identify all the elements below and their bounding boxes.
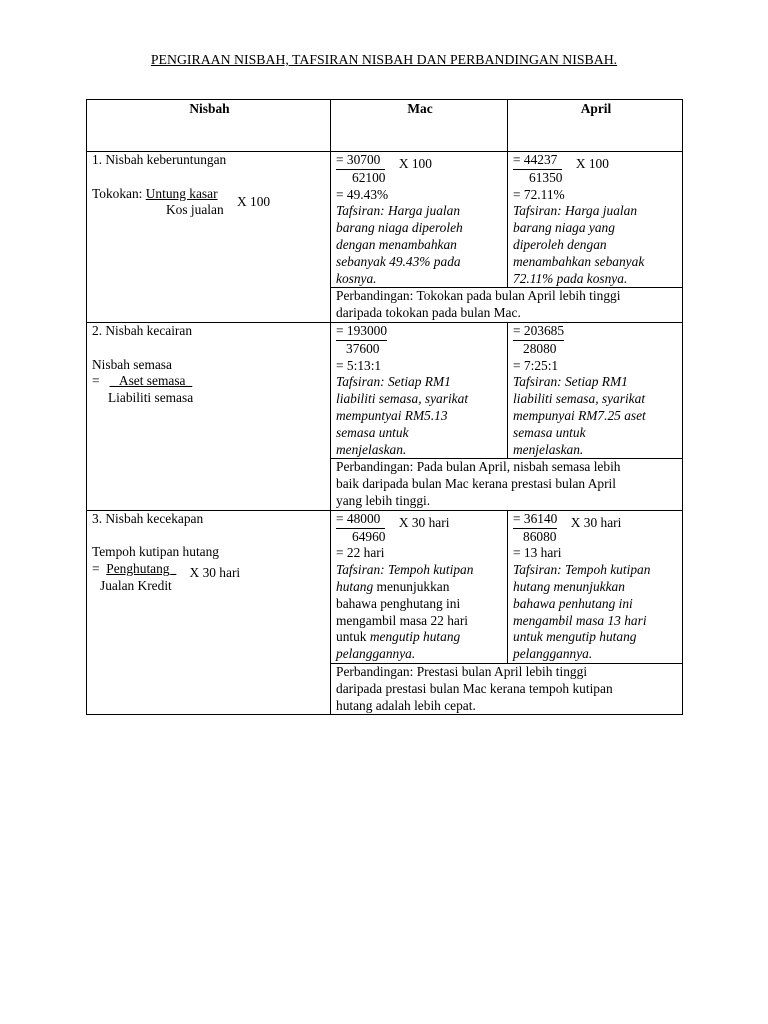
april-result: = 72.11% xyxy=(513,186,565,202)
april-numerator: = 36140 xyxy=(513,511,557,529)
ratio-cell-kecairan xyxy=(87,323,331,511)
april-calc xyxy=(513,323,679,358)
april-interp-5: menjelaskan. xyxy=(513,441,584,457)
april-interp-3: diperoleh dengan xyxy=(513,236,607,252)
formula-label: Tokokan: xyxy=(92,185,143,201)
mac-interp-2: hutang menunjukkan xyxy=(336,578,450,594)
april-interp-3: bahawa penhutang ini xyxy=(513,595,633,611)
ratio-name: 3. Nisbah kecekapan xyxy=(92,510,204,526)
mac-interp-1: Tafsiran: Setiap RM1 xyxy=(336,374,451,390)
formula-numerator: Untung kasar xyxy=(145,185,218,201)
table-row-kecekapan xyxy=(87,510,683,663)
ratio-cell-kecekapan xyxy=(87,510,331,715)
table-header-row xyxy=(87,100,683,152)
table-row-keberuntungan xyxy=(87,152,683,288)
april-result: = 13 hari xyxy=(513,545,562,561)
mac-denominator: 62100 xyxy=(352,169,386,185)
april-cell-kecairan xyxy=(508,323,683,459)
april-interp-5: untuk mengutip hutang xyxy=(513,629,637,645)
mac-interp-3: bahawa penghutang ini xyxy=(336,595,461,611)
mac-interp-3: dengan menambahkan xyxy=(336,236,457,252)
april-interp-4: mengambil masa 13 hari xyxy=(513,612,647,628)
ratio-name: 1. Nisbah keberuntungan xyxy=(92,152,227,167)
mac-denominator: 37600 xyxy=(346,340,380,356)
april-interp-4: menambahkan sebanyak xyxy=(513,253,645,269)
april-interp-6: pelanggannya. xyxy=(513,646,593,662)
mac-interp-1: Tafsiran: Harga jualan xyxy=(336,203,461,219)
april-calc xyxy=(513,152,679,187)
april-cell-keberuntungan xyxy=(508,152,683,288)
mac-interp-4: mengambil masa 22 hari xyxy=(336,612,469,628)
april-interp-1: Tafsiran: Harga jualan xyxy=(513,203,638,219)
ratio-cell-keberuntungan xyxy=(87,152,331,323)
mac-numerator: = 48000 xyxy=(336,511,385,529)
formula-denominator: Liabiliti semasa xyxy=(108,390,194,406)
mac-result: = 22 hari xyxy=(336,545,385,561)
ratio-subname: Nisbah semasa xyxy=(92,356,172,372)
ratio-subname: Tempoh kutipan hutang xyxy=(92,544,219,560)
formula-denominator: Jualan Kredit xyxy=(100,577,172,593)
formula-multiplier: X 30 hari xyxy=(189,565,241,581)
mac-interp-5: untuk mengutip hutang xyxy=(336,629,461,645)
mac-interp-2: liabiliti semasa, syarikat xyxy=(336,391,469,407)
mac-multiplier: X 30 hari xyxy=(398,514,450,530)
mac-interp-6: pelanggannya. xyxy=(336,646,416,662)
mac-result: = 49.43% xyxy=(336,186,389,202)
mac-result: = 5:13:1 xyxy=(336,357,382,373)
april-cell-kecekapan xyxy=(508,510,683,663)
april-denominator: 28080 xyxy=(523,340,557,356)
mac-interp-5: menjelaskan. xyxy=(336,441,407,457)
comparison-kecekapan: Perbandingan: Prestasi bulan April lebih tinggi daripada prestasi bulan Mac kerana tempoh kutipan hutang adalah lebih cepat. xyxy=(331,663,683,714)
document-title: PENGIRAAN NISBAH, TAFSIRAN NISBAH DAN PERBANDINGAN NISBAH. xyxy=(150,52,618,67)
april-interp-5: 72.11% pada kosnya. xyxy=(513,270,628,286)
mac-denominator: 64960 xyxy=(352,528,386,544)
april-calc xyxy=(513,511,679,546)
april-interp-1: Tafsiran: Tempoh kutipan xyxy=(513,562,651,578)
mac-interp-5: kosnya. xyxy=(336,270,377,286)
april-multiplier: X 30 hari xyxy=(570,514,622,530)
mac-interp-4: sebanyak 49.43% pada xyxy=(336,253,461,269)
ratio-name: 2. Nisbah kecairan xyxy=(92,323,193,338)
table-row-kecairan xyxy=(87,323,683,459)
april-interp-2: liabiliti semasa, syarikat xyxy=(513,391,646,407)
comparison-kecairan: Perbandingan: Pada bulan April, nisbah semasa lebih baik daripada bulan Mac kerana prestasi bulan April yang lebih tinggi. xyxy=(331,459,683,510)
ratio-formula xyxy=(92,186,327,220)
april-denominator: 61350 xyxy=(529,169,563,185)
mac-multiplier: X 100 xyxy=(398,156,432,171)
mac-calc xyxy=(336,323,504,358)
ratio-formula: = Penghutang_ Jualan Kredit X 30 hari xyxy=(92,561,241,593)
april-denominator: 86080 xyxy=(523,528,557,544)
april-interp-2: barang niaga yang xyxy=(513,220,615,236)
april-numerator: = 44237 xyxy=(513,152,562,170)
april-interp-3: mempunyai RM7.25 aset xyxy=(513,407,646,423)
formula-numerator: Penghutang_ xyxy=(106,561,177,577)
mac-calc xyxy=(336,152,504,187)
mac-cell-kecekapan xyxy=(331,510,508,663)
ratio-formula: = _ Aset semasa_ Liabiliti semasa xyxy=(92,373,194,406)
april-interp-2: hutang menunjukkan xyxy=(513,578,625,594)
mac-cell-kecairan xyxy=(331,323,508,459)
mac-calc xyxy=(336,511,504,546)
header-april: April xyxy=(508,100,683,152)
comparison-keberuntungan: Perbandingan: Tokokan pada bulan April lebih tinggi daripada tokokan pada bulan Mac. xyxy=(331,288,683,323)
mac-interp-3: mempuntyai RM5.13 xyxy=(336,407,448,423)
mac-interp-1: Tafsiran: Tempoh kutipan xyxy=(336,562,474,578)
header-nisbah: Nisbah xyxy=(87,100,331,152)
mac-numerator: = 193000 xyxy=(336,323,387,341)
ratio-table xyxy=(86,99,683,715)
mac-interp-4: semasa untuk xyxy=(336,424,409,440)
april-interp-1: Tafsiran: Setiap RM1 xyxy=(513,374,628,390)
april-interp-4: semasa untuk xyxy=(513,424,586,440)
april-multiplier: X 100 xyxy=(575,156,609,171)
formula-fraction xyxy=(92,186,224,220)
mac-numerator: = 30700 xyxy=(336,152,385,170)
formula-multiplier: X 100 xyxy=(237,193,271,209)
mac-interp-2: barang niaga diperoleh xyxy=(336,220,463,236)
header-mac: Mac xyxy=(331,100,508,152)
formula-numerator: _ Aset semasa_ xyxy=(109,373,193,389)
formula-denominator: Kos jualan xyxy=(166,202,224,218)
april-numerator: = 203685 xyxy=(513,323,564,341)
mac-cell-keberuntungan xyxy=(331,152,508,288)
april-result: = 7:25:1 xyxy=(513,357,559,373)
